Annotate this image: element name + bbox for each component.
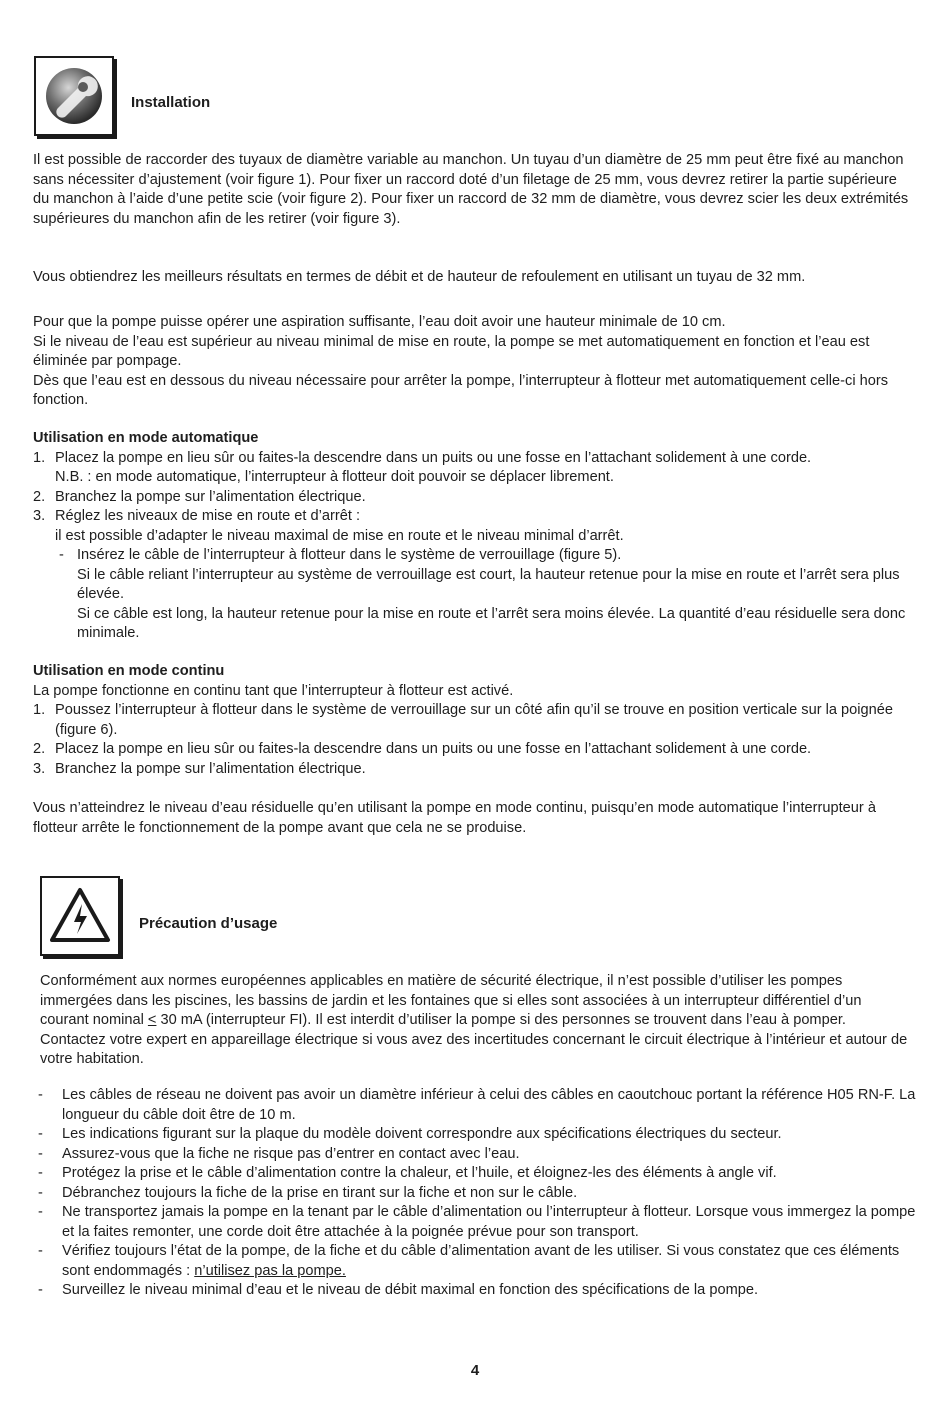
precaution-intro-block — [40, 972, 910, 1070]
installation-paragraph-2: Vous obtiendrez les meilleurs résultats en termes de débit et de hauteur de refoulement en utilisant un tuyau de 32 mm. — [33, 269, 806, 285]
wrench-icon — [34, 56, 114, 136]
installation-paragraph-3-block — [33, 313, 917, 411]
step-text: Réglez les niveaux de mise en route et d’arrêt : — [55, 508, 361, 524]
list-item — [33, 701, 917, 740]
precaution-intro-a: Conformément aux normes européennes applicables en matière de sécurité électrique, il n’est possible d’utiliser les pompes immergées dans les piscines, les bassins de jardin et les fontaines que si elles sont associées à un interrupteur différentiel d’un courant nominal — [40, 973, 862, 1028]
list-item: - Les câbles de réseau ne doivent pas avoir un diamètre inférieur à celui des câbles en caoutchouc portant la référence H05 RN-F. La longueur du câble doit être de 10 m. — [34, 1086, 926, 1125]
warning-lightning-icon — [40, 876, 120, 956]
continuous-outro-block — [33, 799, 917, 838]
installation-line: Pour que la pompe puisse opérer une aspiration suffisante, l’eau doit avoir une hauteur minimale de 10 cm. — [33, 314, 726, 330]
list-item — [33, 488, 917, 508]
list-item: - Protégez la prise et le câble d’alimentation contre la chaleur, et l’huile, et éloignez-les des éléments à angle vif. — [34, 1164, 926, 1184]
list-item — [33, 507, 917, 527]
auto-mode-heading: Utilisation en mode automatique — [33, 430, 259, 446]
continuous-mode-heading: Utilisation en mode continu — [33, 663, 225, 679]
step-text: Branchez la pompe sur l’alimentation électrique. — [55, 488, 366, 505]
installation-line: Si le niveau de l’eau est supérieur au niveau minimal de mise en route, la pompe se met automatiquement en fonction et l’eau est éliminée par pompage. — [33, 333, 870, 369]
list-item: - Ne transportez jamais la pompe en la tenant par le câble d’alimentation ou l’interrupteur à flotteur. Lorsque vous immergez la pompe et la faites remonter, une corde doit être attachée à la poignée prévue pour son transport. — [34, 1203, 926, 1242]
precaution-list — [34, 1086, 926, 1301]
item7-warning: n’utilisez pas la pompe. — [194, 1262, 346, 1279]
step-text: Branchez la pompe sur l’alimentation électrique. — [55, 760, 366, 777]
step-text: Placez la pompe en lieu sûr ou faites-la descendre dans un puits ou une fosse en l’attachant solidement à une corde. — [55, 449, 812, 466]
precaution-title: Précaution d’usage — [139, 915, 278, 932]
continuous-mode-section — [33, 662, 917, 779]
precaution-intro-b: 30 mA (interrupteur FI). Il est interdit d’utiliser la pompe si des personnes se trouvent dans l’eau à pomper. Contactez votre expert en appareillage électrique si vous avez des incertitudes concernant le circuit électrique à l’intérieur et autour de votre habitation. — [40, 1012, 908, 1067]
continuous-mode-steps — [33, 701, 917, 779]
step-text: Poussez l’interrupteur à flotteur dans le système de verrouillage sur un côté afin qu’il se trouve en position verticale sur la poignée (figure 6). — [55, 702, 893, 738]
continuous-outro: Vous n’atteindrez le niveau d’eau résiduelle qu’en utilisant la pompe en mode continu, puisqu’en mode automatique l’interrupteur à flotteur arrête le fonctionnement de la pompe avant que cela ne se produise. — [33, 800, 876, 836]
step-number: 3. — [33, 760, 46, 777]
list-item — [34, 1242, 926, 1281]
auto-mode-steps — [33, 449, 917, 527]
list-item — [33, 740, 917, 760]
list-item: - Débranchez toujours la fiche de la prise en tirant sur la fiche et non sur le câble. — [34, 1184, 926, 1204]
step-number: 1. — [33, 702, 46, 718]
list-item — [33, 760, 917, 780]
step-number: 1. — [33, 449, 46, 466]
step3-dash-item — [33, 546, 917, 644]
step3-detail: il est possible d’adapter le niveau maximal de mise en route et le niveau minimal d’arrêt. — [55, 527, 624, 544]
dash-marker: - — [59, 547, 64, 563]
installation-title: Installation — [131, 94, 211, 111]
precaution-list-block — [34, 1086, 926, 1301]
page-number: 4 — [470, 1362, 480, 1379]
step-note: N.B. : en mode automatique, l’interrupteur à flotteur doit pouvoir se déplacer librement. — [55, 469, 614, 485]
step-number: 2. — [33, 488, 46, 505]
installation-paragraph-2-block — [33, 268, 917, 288]
item7-text: Vérifiez toujours l’état de la pompe, de la fiche et du câble d’alimentation avant de les utiliser. Si vous constatez que ces éléments sont endommagés : — [62, 1243, 900, 1279]
step-text: Placez la pompe en lieu sûr ou faites-la descendre dans un puits ou une fosse en l’attachant solidement à une corde. — [55, 741, 812, 757]
step3-dash-text: Insérez le câble de l’interrupteur à flotteur dans le système de verrouillage (figure 5). — [77, 547, 622, 563]
installation-line: Dès que l’eau est en dessous du niveau nécessaire pour arrêter la pompe, l’interrupteur à flotteur met automatiquement celle-ci hors fonction. — [33, 372, 889, 408]
precaution-intro — [40, 972, 910, 1070]
step-number: 3. — [33, 508, 46, 524]
step3-long-cable: Si ce câble est long, la hauteur retenue pour la mise en route et l’arrêt sera moins élevée. La quantité d’eau résiduelle sera donc minimale. — [77, 605, 906, 641]
less-or-equal-sign: < — [147, 1012, 157, 1028]
auto-mode-section — [33, 429, 917, 644]
step-number: 2. — [33, 741, 46, 757]
installation-paragraph-1: Il est possible de raccorder des tuyaux de diamètre variable au manchon. Un tuyau d’un diamètre de 25 mm peut être fixé au manchon sans nécessiter d’ajustement (voir figure 1). Pour fixer un raccord doté d’un filetage de 25 mm, vous devrez retirer la partie supérieure du manchon à l’aide d’une petite scie (voir figure 2). Pour fixer un raccord de 32 mm de diamètre, vous devrez scier les deux extrémités supérieures du manchon afin de les retirer (voir figure 3). — [33, 152, 909, 227]
list-item: - Surveillez le niveau minimal d’eau et le niveau de débit maximal en fonction des spécifications de la pompe. — [34, 1281, 926, 1301]
continuous-intro: La pompe fonctionne en continu tant que l’interrupteur à flotteur est activé. — [33, 682, 514, 699]
step3-short-cable: Si le câble reliant l’interrupteur au système de verrouillage est court, la hauteur retenue pour la mise en route et l’arrêt sera plus élevée. — [77, 566, 900, 602]
list-item: - Les indications figurant sur la plaque du modèle doivent correspondre aux spécifications électriques du secteur. — [34, 1125, 926, 1145]
list-item: - Assurez-vous que la fiche ne risque pas d’entrer en contact avec l’eau. — [34, 1145, 926, 1165]
list-item — [33, 449, 917, 488]
installation-body — [33, 151, 917, 229]
